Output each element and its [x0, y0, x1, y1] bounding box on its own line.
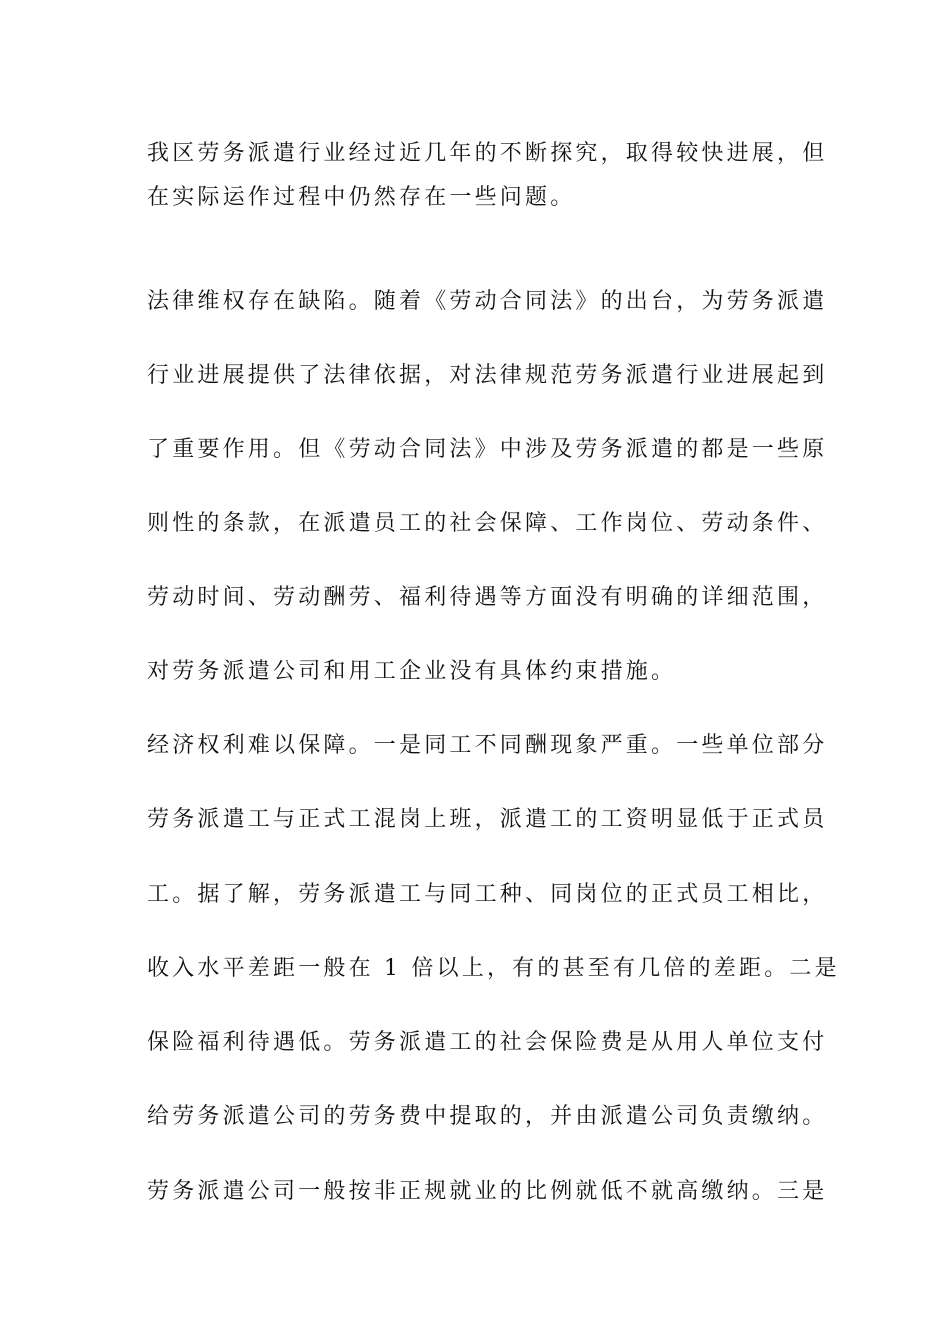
text-line: 劳务派遣公司一般按非正规就业的比例就低不就高缴纳。三是 [147, 1179, 828, 1204]
text-line: 保险福利待遇低。劳务派遣工的社会保险费是从用人单位支付 [147, 1030, 828, 1055]
text-line: 则性的条款，在派遣员工的社会保障、工作岗位、劳动条件、 [147, 511, 828, 536]
text-line: 我区劳务派遣行业经过近几年的不断探究，取得较快进展，但 [147, 141, 828, 166]
text-line: 劳务派遣工与正式工混岗上班，派遣工的工资明显低于正式员 [147, 807, 828, 832]
text-line: 法律维权存在缺陷。随着《劳动合同法》的出台，为劳务派遣 [147, 289, 828, 314]
text-line: 收入水平差距一般在 1 倍以上，有的甚至有几倍的差距。二是 [147, 956, 840, 981]
text-line: 了重要作用。但《劳动合同法》中涉及劳务派遣的都是一些原 [147, 437, 828, 462]
text-line: 行业进展提供了法律依据，对法律规范劳务派遣行业进展起到 [147, 363, 828, 388]
text-line: 劳动时间、劳动酬劳、福利待遇等方面没有明确的详细范围， [147, 585, 828, 610]
text-line: 经济权利难以保障。一是同工不同酬现象严重。一些单位部分 [147, 733, 828, 758]
text-line: 在实际运作过程中仍然存在一些问题。 [147, 185, 576, 210]
text-line: 给劳务派遣公司的劳务费中提取的，并由派遣公司负责缴纳。 [147, 1104, 828, 1129]
text-line: 对劳务派遣公司和用工企业没有具体约束措施。 [147, 659, 677, 684]
text-line: 工。据了解，劳务派遣工与同工种、同岗位的正式员工相比， [147, 882, 828, 907]
